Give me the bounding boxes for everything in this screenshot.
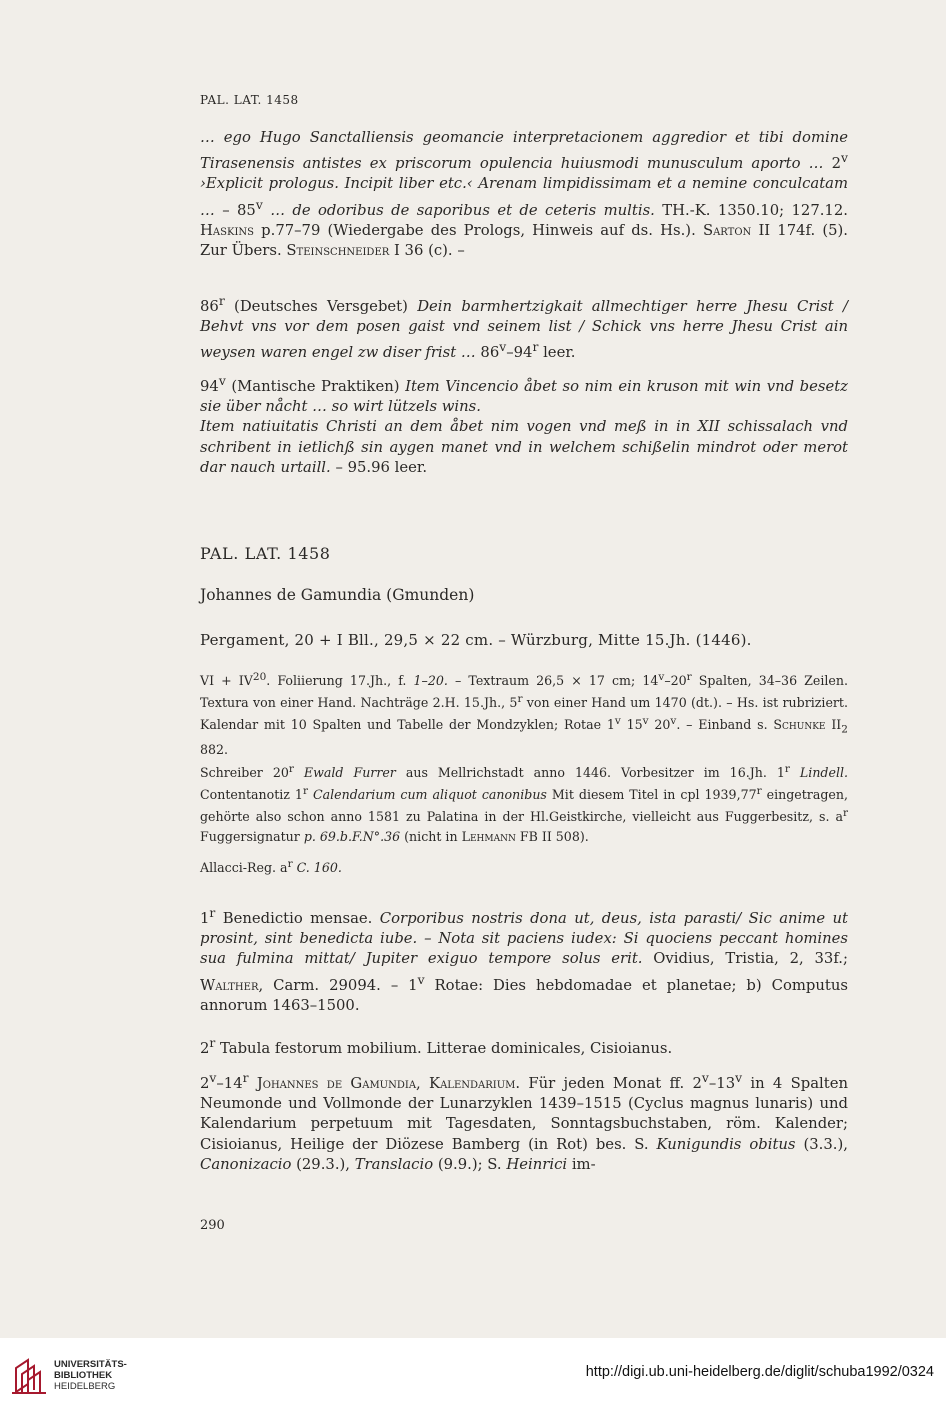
entry-shelfmark: PAL. LAT. 1458 — [200, 544, 331, 563]
page-number: 290 — [200, 1218, 225, 1233]
steinschneider-ref: Steinschneider — [286, 241, 390, 259]
scribe-name: Ewald Furrer — [303, 765, 396, 781]
content-1r: 1$^r$ Benedictio mensae. Corporibus nostris dona ut, deus, ista parasti/ Sic anime ut prosint, sint benedicta iube. – Nota sit paciens iudex: Si quociens peccant homines sua fulmina mittat/ Jupiter exiguo tempore solus erit. Ovidius, Tristia, 2, 33f.; Walther, Carm. 29094. – 1$^v$ Rotae: Dies hebdomadae et planetae; b) Computus annorum 1463–1500. — [200, 906, 848, 1014]
entry-author-title: Johannes de Gamundia (Gmunden) — [200, 586, 475, 604]
footer-bar — [0, 1338, 946, 1415]
running-head: PAL. LAT. 1458 — [200, 93, 299, 107]
codicology-paragraph: VI + $IV^{20}$. Foliierung 17.Jh., f. 1–20. – Textraum 26,5 × 17 cm; 14$^v$–20$^r$ Spalten, 34–36 Zeilen. Textura von einer Hand. Nachträge 2.H. 15.Jh., 5$^r$ von einer Hand um 1470 (dt.). – Hs. ist rubriziert. Kalendar mit 10 Spalten und Tabelle der Mondzyklen; Rotae 1$^v$ 15$^v$ 20$^v$. – Einband s. Schunke $II_2$ 882. — [200, 671, 848, 758]
lehmann-ref: Lehmann — [461, 828, 516, 844]
sarton-ref: Sarton — [702, 221, 752, 239]
haskins-ref: Haskins — [200, 221, 254, 239]
content-2v-14r: 2$^v$–14$^r$ Johannes de Gamundia, Kalendarium. Für jeden Monat ff. 2$^v$–13$^v$ in 4 Spalten Neumonde und Vollmonde der Lunarzyklen 1439–1515 (Cyclus magnus lunaris) und Kalendarium perpetuum mit Tagesdaten, Sonntagsbuchstaben, röm. Kalender; Cisioianus, Heilige der Diözese Bamberg (in Rot) bes. S. Kunigundis obitus (3.3.), Canonizacio (29.3.), Translacio (9.9.); S. Heinrici im- — [200, 1071, 848, 1173]
source-url-link[interactable]: http://digi.ub.uni-heidelberg.de/diglit/schuba1992/0324 — [585, 1364, 934, 1380]
mantische-text-1: Item Vincencio åbet so nim ein kruson mit win vnd besetz sie über nåcht … so wirt lützels wins. — [200, 377, 848, 416]
walther-ref: Walther — [200, 976, 259, 994]
schunke-ref: Schunke — [773, 717, 826, 733]
th-k-ref: TH.-K. 1350.10; 127.12. — [662, 201, 848, 219]
folio-ref: 2 — [831, 155, 842, 173]
provenance-paragraph: Schreiber 20$^r$ Ewald Furrer aus Mellrichstadt anno 1446. Vorbesitzer im 16.Jh. 1$^r$ Lindell. Contentanotiz 1$^r$ Calendarium cum aliquot canonibus Mit diesem Titel in cpl 1939,77$^r$ eingetragen, gehörte also schon anno 1581 zu Palatina in der Hl.Geistkirche, vielleicht aus Fuggerbesitz, s. $a^r$ Fuggersignatur p. 69.b.F.N°.36 (nicht in Lehmann FB II 508). — [200, 763, 848, 844]
library-logo-icon — [10, 1356, 50, 1396]
versgebet-text: Dein barmhertzigkait allmechtiger herre Jhesu Crist / Behvt vns vor dem posen gaist vnd seinem list / Schick vns herre Jhesu Crist ain weysen waren engel zw diser frist … — [200, 297, 848, 362]
prev-entry-paragraph-2: 86$^r$ (Deutsches Versgebet) Dein barmhertzigkait allmechtiger herre Jhesu Crist / Behvt vns vor dem posen gaist vnd seinem list / Schick vns herre Jhesu Crist ain weysen waren engel zw diser frist … 86$^v$–94$^r$ leer. — [200, 294, 848, 362]
benedictio-text: Corporibus nostris dona ut, deus, ista parasti/ Sic anime ut prosint, sint benedicta iube. – Nota sit paciens iudex: Si quociens peccant homines sua fulmina mittat/ Jupiter exiguo tempore solus erit. — [200, 909, 848, 968]
library-name: UNIVERSITÄTS- BIBLIOTHEK HEIDELBERG — [54, 1359, 127, 1392]
allacci-register: Allacci-Reg. $a^r$ C. 160. — [200, 858, 342, 876]
mantische-text-2: Item natiuitatis Christi an dem åbet nim vogen vnd meß in in XII schissalach vnd schribent in ietlichß sin aygen manet vnd in welchem schißelin mindrot oder merot dar nauch urtaill. — [200, 418, 848, 476]
incipit-text: … ego Hugo Sanctalliensis geomancie interpretacionem aggredior et tibi domine Tirasenensis antistes ex priscorum opulencia huiusmodi munusculum aporto … — [200, 129, 848, 173]
entry-summary: Pergament, 20 + I Bll., 29,5 × 22 cm. – Würzburg, Mitte 15.Jh. (1446). — [200, 631, 752, 649]
prev-entry-paragraph-1: … ego Hugo Sanctalliensis geomancie interpretacionem aggredior et tibi domine Tirasenensis antistes ex priscorum opulencia huiusmodi munusculum aporto … 2$^v$ ›Explicit prologus. Incipit liber etc.‹ Arenam limpidissimam et a nemine conculcatam … – 85$^v$ … de odoribus de saporibus et de ceteris multis. TH.-K. 1350.10; 127.12. Haskins p.77–79 (Wiedergabe des Prologs, Hinweis auf ds. Hs.). Sarton II 174f. (5). Zur Übers. Steinschneider I 36 (c). – — [200, 129, 848, 259]
prev-entry-paragraph-3: 94$^v$ (Mantische Praktiken) Item Vincencio åbet so nim ein kruson mit win vnd besetz sie über nåcht … so wirt lützels wins. Item natiuitatis Christi an dem åbet nim vogen vnd meß in in XII schissalach vnd schribent in ietlichß sin aygen manet vnd in welchem schißelin mindrot oder merot dar nauch urtaill. – 95.96 leer. — [200, 374, 848, 476]
content-2r: 2$^r$ Tabula festorum mobilium. Litterae dominicales, Cisioianus. — [200, 1036, 673, 1057]
odoribus-text: … de odoribus de saporibus et de ceteris multis. — [270, 201, 655, 219]
kalendarium-author: Johannes de Gamundia, Kalendarium. — [256, 1074, 521, 1092]
explicit-text: ›Explicit prologus. Incipit liber etc.‹ Arenam limpidissimam et a nemine conculcatam … — [200, 175, 848, 219]
